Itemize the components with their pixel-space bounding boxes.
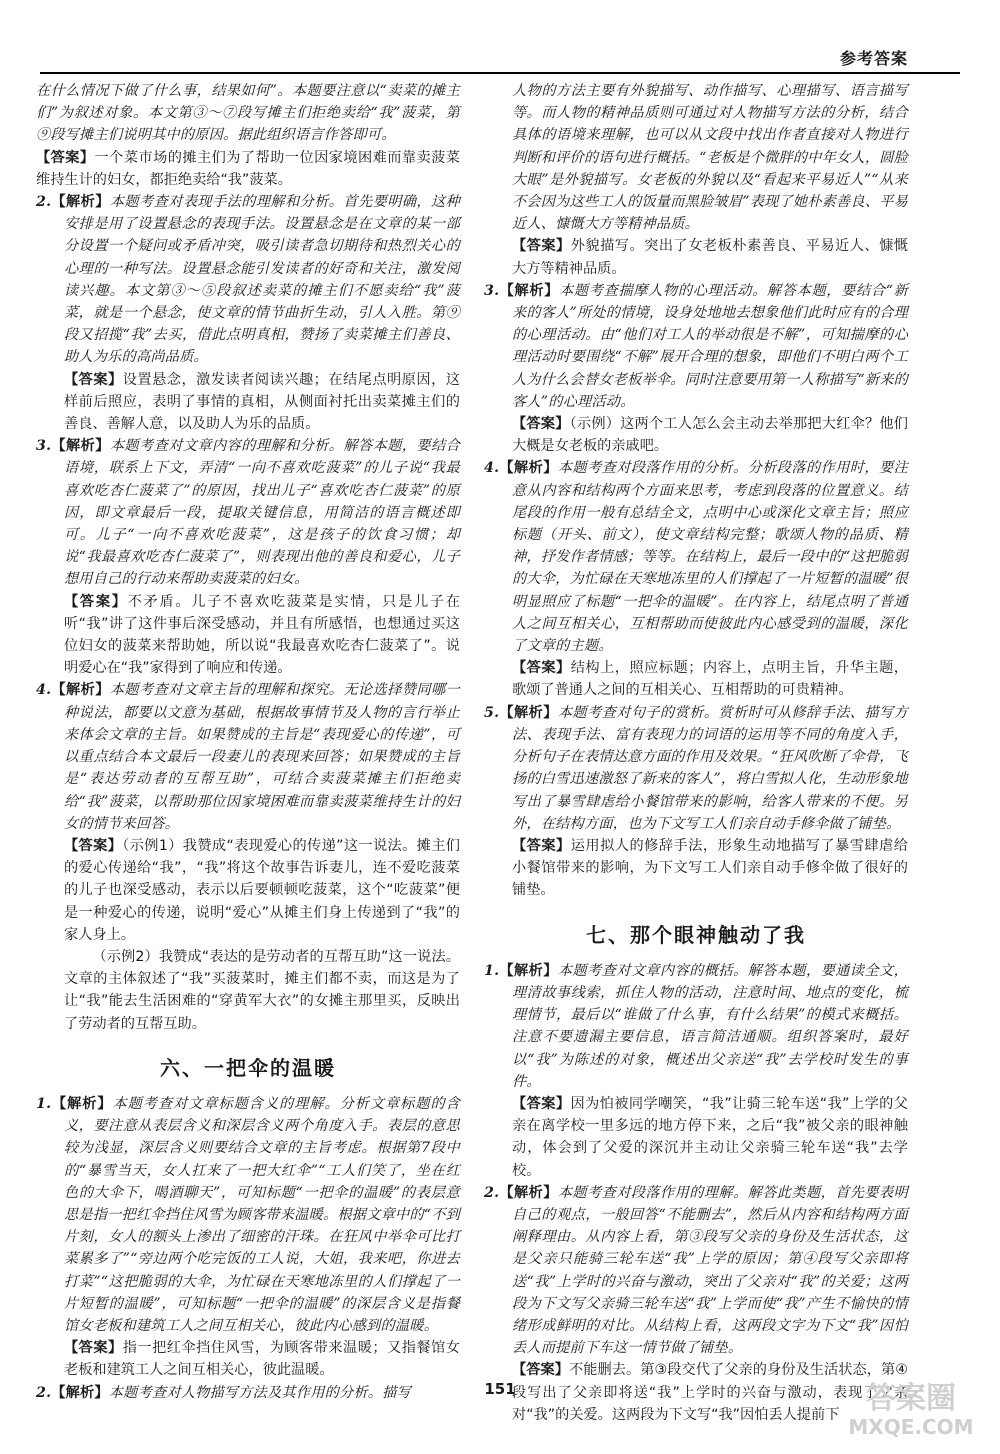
answer-text: 设置悬念，激发读者阅读兴趣；在结尾点明原因，这样前后照应，表明了事情的真相，从侧面衬托出卖菜摊主们的善良、善解人意，以及助人为乐的品质。 bbox=[64, 371, 460, 433]
section-7-question-2-analysis bbox=[484, 1182, 908, 1360]
question-2-analysis bbox=[36, 191, 460, 369]
question-5-analysis bbox=[484, 702, 908, 835]
analysis-text: 本题考查对文章主旨的理解和探究。无论选择赞同哪一种说法，都要以文意为基础，根据故事情节及人物的言行举止来体会文章的主旨。如果赞成的主旨是“表现爱心的传递”，可以重点结合本文最后一段妻儿的表现来回答；如果赞成的主旨是“表达劳动者的互帮互助”，可结合卖菠菜摊主们拒绝卖给“我”菠菜，以帮助那位因家境困难而靠卖菠菜维持生计的妇女的情节来回答。 bbox=[64, 682, 460, 832]
page-number: 151 bbox=[484, 1380, 516, 1398]
answer-tag: 【答案】 bbox=[64, 593, 128, 610]
analysis-tag: 【解析】 bbox=[499, 962, 558, 979]
question-number: 1. bbox=[36, 1095, 52, 1112]
header-rule bbox=[40, 72, 960, 74]
answer-text: 因为怕被同学嘲笑，“我”让骑三轮车送“我”上学的父亲在离学校一里多远的地方停下来，之后“我”被父亲的眼神触动，体会到了父爱的深沉并主动让父亲骑三轮车送“我”去学校。 bbox=[512, 1095, 908, 1179]
analysis-continued: 人物的方法主要有外貌描写、动作描写、心理描写、语言描写等。而人物的精神品质则可通过对人物描写方法的分析，结合具体的语境来理解，也可以从文段中找出作者直接对人物进行判断和评价的语句进行概括。“老板是个微胖的中年女人，圆脸大眼”是外貌描写。女老板的外貌以及“看起来平易近人”“从来不会因为这些工人的饭量而黑脸皱眉”表现了她朴素善良、平易近人、慷慨大方等精神品质。 bbox=[512, 83, 908, 233]
analysis-tag: 【解析】 bbox=[499, 282, 560, 299]
question-number: 4. bbox=[484, 460, 500, 477]
answer-text: 指一把红伞挡住风雪，为顾客带来温暖；又指餐馆女老板和建筑工人之间互相关心，彼此温暖。 bbox=[64, 1340, 460, 1379]
question-4-analysis bbox=[36, 679, 460, 834]
section-7-question-1-analysis bbox=[484, 960, 908, 1093]
question-3-analysis bbox=[484, 280, 908, 413]
question-number: 2. bbox=[36, 194, 52, 211]
answer-tag: 【答案】 bbox=[64, 1340, 123, 1357]
question-number: 3. bbox=[484, 282, 500, 299]
answer-tag: 【答案】 bbox=[512, 238, 571, 255]
analysis-text: 本题考查对句子的赏析。赏析时可从修辞手法、描写方法、表现手法、富有表现力的词语的运用等不同的角度入手，分析句子在表情达意方面的作用及效果。“狂风吹断了伞骨，飞扬的白雪迅速激怒了新来的客人”，将白雪拟人化，生动形象地写出了暴雪肆虐给小餐馆带来的影响，给客人带来的不便。另外，在结构方面，也为下文写工人们亲自动手修伞做了铺垫。 bbox=[512, 704, 908, 832]
question-3-answer bbox=[36, 591, 460, 680]
question-3-answer bbox=[484, 413, 908, 457]
analysis-text: 本题考查对段落作用的分析。分析段落的作用时，要注意从内容和结构两个方面来思考，考虑到段落的位置意义。结尾段的作用一般有总结全文，点明中心或深化文章主旨；照应标题（开头、前文），使文章结构完整；歌颂人物的品质、精神，抒发作者情感；等等。在结构上，最后一段中的“这把脆弱的大伞，为忙碌在天寒地冻里的人们撑起了一片短暂的温暖”很明显照应了标题“一把伞的温暖”。在内容上，结尾点明了普通人之间互相关心，互相帮助而使彼此内心感受到的温暖，深化了文章的主题。 bbox=[512, 460, 908, 655]
section-7-question-1-answer bbox=[484, 1093, 908, 1182]
answer-text: 不能删去。第③段交代了父亲的身份及生活状态，第④段写出了父亲即将送“我”上学时的兴奋与激动，表现了父亲对“我”的关爱。这两段为下文写“我”因怕丢人提前下 bbox=[512, 1362, 908, 1423]
answer-block bbox=[484, 235, 908, 279]
answer-tag: 【答案】 bbox=[512, 1362, 569, 1379]
answer-tag: 【答案】 bbox=[64, 837, 123, 854]
analysis-tag: 【解析】 bbox=[51, 1384, 109, 1401]
question-number: 3. bbox=[36, 438, 52, 455]
question-number: 4. bbox=[36, 682, 52, 699]
question-4-answer-2: （示例2）我赞成“表达的是劳动者的互帮互助”这一说法。文章的主体叙述了“我”买菠菜时，摊主们都不卖，而这是为了让“我”能去生活困难的“穿黄军大衣”的女摊主那里买，反映出了劳动者的互帮互助。 bbox=[64, 948, 460, 1032]
answer-text: 外貌描写。突出了女老板朴素善良、平易近人、慷慨大方等精神品质。 bbox=[512, 238, 908, 277]
answer-text: 运用拟人的修辞手法，形象生动地描写了暴雪肆虐给小餐馆带来的影响，为下文写工人们亲自动手修伞做了很好的铺垫。 bbox=[512, 837, 908, 899]
answer-tag: 【答案】 bbox=[512, 1095, 571, 1112]
analysis-text: 本题考查对文章标题含义的理解。分析文章标题的含义，要注意从表层含义和深层含义两个角度入手。表层的意思较为浅显，深层含义则要结合文章的主旨考虑。根据第7段中的“暴雪当天，女人扛来了一把大红伞”“工人们笑了，坐在红色的大伞下，喝酒聊天”，可知标题“一把伞的温暖”的表层意思是指一把红伞挡住风雪为顾客带来温暖。根据文章中的“不到片刻，女人的额头上渗出了细密的汗珠。在狂风中举伞可比打菜累多了”“旁边两个吃完饭的工人说，大姐，我来吧，你进去打菜”“这把脆弱的大伞，为忙碌在天寒地冻里的人们撑起了一片短暂的温暖”，可知标题“一把伞的温暖”的深层含义是指餐馆女老板和建筑工人之间互相关心，彼此内心感到的温暖。 bbox=[64, 1095, 460, 1334]
analysis-text: 本题考查对段落作用的理解。解答此类题，首先要表明自己的观点，一般回答“不能删去”，然后从内容和结构两方面阐释理由。从内容上看，第③段写父亲的身份及生活状态，这是父亲只能骑三轮车送“我”上学的原因；第④段写父亲即将送“我”上学时的兴奋与激动，突出了父亲对“我”的关爱；这两段为下文写父亲骑三轮车送“我”上学而使“我”产生不愉快的情绪形成鲜明的对比。从结构上看，这两段文字为下文“我”因怕丢人而提前下车这一情节做了铺垫。 bbox=[512, 1184, 908, 1357]
section-title-7: 七、那个眼神触动了我 bbox=[586, 922, 806, 947]
answer-tag: 【答案】 bbox=[512, 837, 571, 854]
answer-text: （示例1）我赞成“表现爱心的传递”这一说法。摊主们的爱心传递给“我”，“我”将这个故事告诉妻儿，连不爱吃菠菜的儿子也深受感动，表示以后要顿顿吃菠菜，这个“吃菠菜”便是一种爱心的传递，说明“爱心”从摊主们身上传递到了“我”的家人身上。 bbox=[64, 837, 460, 943]
right-column bbox=[484, 80, 908, 1426]
question-number: 2. bbox=[36, 1384, 52, 1401]
watermark-line-2: MXQE.COM bbox=[848, 1415, 974, 1439]
answer-text: 一个菜市场的摊主们为了帮助一位因家境困难而靠卖菠菜维持生计的妇女，都拒绝卖给“我”菠菜。 bbox=[36, 149, 460, 188]
answer-text: 结构上，照应标题；内容上，点明主旨，升华主题，歌颂了普通人之间的互相关心、互相帮助的可贵精神。 bbox=[512, 660, 908, 699]
analysis-tag: 【解析】 bbox=[51, 1095, 113, 1112]
section-title-6: 六、一把伞的温暖 bbox=[160, 1055, 336, 1080]
question-number: 1. bbox=[484, 962, 500, 979]
question-5-answer bbox=[484, 835, 908, 902]
question-3-analysis bbox=[36, 435, 460, 590]
left-column bbox=[36, 80, 460, 1404]
answer-tag: 【答案】 bbox=[512, 660, 571, 677]
question-2-answer bbox=[36, 369, 460, 436]
page-header-title: 参考答案 bbox=[839, 49, 908, 68]
analysis-tag: 【解析】 bbox=[499, 1184, 558, 1201]
analysis-text: 本题考查对表现手法的理解和分析。首先要明确，这种安排是用了设置悬念的表现手法。设置悬念是在文章的某一部分设置一个疑问或矛盾冲突，吸引读者急切期待和热烈关心的心理的一种写法。设置悬念能引发读者的好奇和关注，激发阅读兴趣。本文第③～⑤段叙述卖菜的摊主们不愿卖给“我”菠菜，就是一个悬念，使文章的情节曲折生动，引人入胜。第⑨段又招揽“我”去买，借此点明真相，赞扬了卖菜摊主们善良、助人为乐的高尚品质。 bbox=[64, 194, 460, 366]
analysis-text: 本题考查对文章内容的理解和分析。解答本题，要结合语境，联系上下文，弄清“一向不喜欢吃菠菜”的儿子说“我最喜欢吃杏仁菠菜了”的原因，找出儿子“喜欢吃杏仁菠菜”的原因，即文章最后一段，提取关键信息，用简洁的语言概述即可。儿子“一向不喜欢吃菠菜”，这是孩子的饮食习惯；却说“我最喜欢吃杏仁菠菜了”，则表现出他的善良和爱心，儿子想用自己的行动来帮助卖菠菜的妇女。 bbox=[64, 438, 460, 588]
question-number: 5. bbox=[484, 704, 500, 721]
analysis-tag: 【解析】 bbox=[51, 438, 110, 455]
watermark-logo bbox=[836, 1372, 986, 1440]
question-4-answer bbox=[484, 657, 908, 701]
section-6-question-1-answer bbox=[36, 1337, 460, 1381]
answer-block bbox=[36, 147, 460, 191]
answer-tag: 【答案】 bbox=[512, 416, 570, 433]
analysis-text: 本题考查对人物描写方法及其作用的分析。描写 bbox=[108, 1384, 411, 1401]
watermark-line-1: 答案圈 bbox=[866, 1381, 956, 1416]
answer-tag: 【答案】 bbox=[36, 149, 95, 166]
analysis-tag: 【解析】 bbox=[499, 704, 558, 721]
answer-text: （示例）这两个工人怎么会主动去举那把大红伞？他们大概是女老板的亲戚吧。 bbox=[512, 416, 908, 455]
answer-tag: 【答案】 bbox=[64, 371, 123, 388]
section-6-question-1-analysis bbox=[36, 1093, 460, 1337]
analysis-text: 本题考查揣摩人物的心理活动。解答本题，要结合“新来的客人”所处的情境，设身处地地去想象他们此时应有的合理的心理活动。由“他们对工人的举动很是不解”，可知揣摩的心理活动时要围绕“不解”展开合理的想象，即他们不明白两个工人为什么会替女老板举伞。同时注意要用第一人称描写“新来的客人”的心理活动。 bbox=[512, 282, 908, 410]
question-4-analysis bbox=[484, 457, 908, 657]
analysis-continued: 在什么情况下做了什么事，结果如何”。本题要注意以“卖菜的摊主们”为叙述对象。本文第③～⑦段写摊主们拒绝卖给“我”菠菜，第⑨段写摊主们说明其中的原因。据此组织语言作答即可。 bbox=[36, 83, 460, 144]
question-4-answer-1 bbox=[36, 835, 460, 946]
analysis-text: 本题考查对文章内容的概括。解答本题，要通读全文，理清故事线索，抓住人物的活动，注意时间、地点的变化，梳理情节，最后以“谁做了什么事，有什么结果”的模式来概括。注意不要遗漏主要信息，语言简洁通顺。组织答案时，最好以“我”为陈述的对象，概述出父亲送“我”去学校时发生的事件。 bbox=[512, 962, 908, 1090]
analysis-tag: 【解析】 bbox=[51, 682, 110, 699]
answer-text: 不矛盾。儿子不喜欢吃菠菜是实情，只是儿子在听“我”讲了这件事后深受感动，并且有所感悟，也想通过买这位妇女的菠菜来帮助她，所以说“我最喜欢吃杏仁菠菜了”。说明爱心在“我”家得到了响应和传递。 bbox=[64, 593, 460, 677]
analysis-tag: 【解析】 bbox=[499, 460, 558, 477]
analysis-tag: 【解析】 bbox=[51, 194, 110, 211]
question-number: 2. bbox=[484, 1184, 500, 1201]
